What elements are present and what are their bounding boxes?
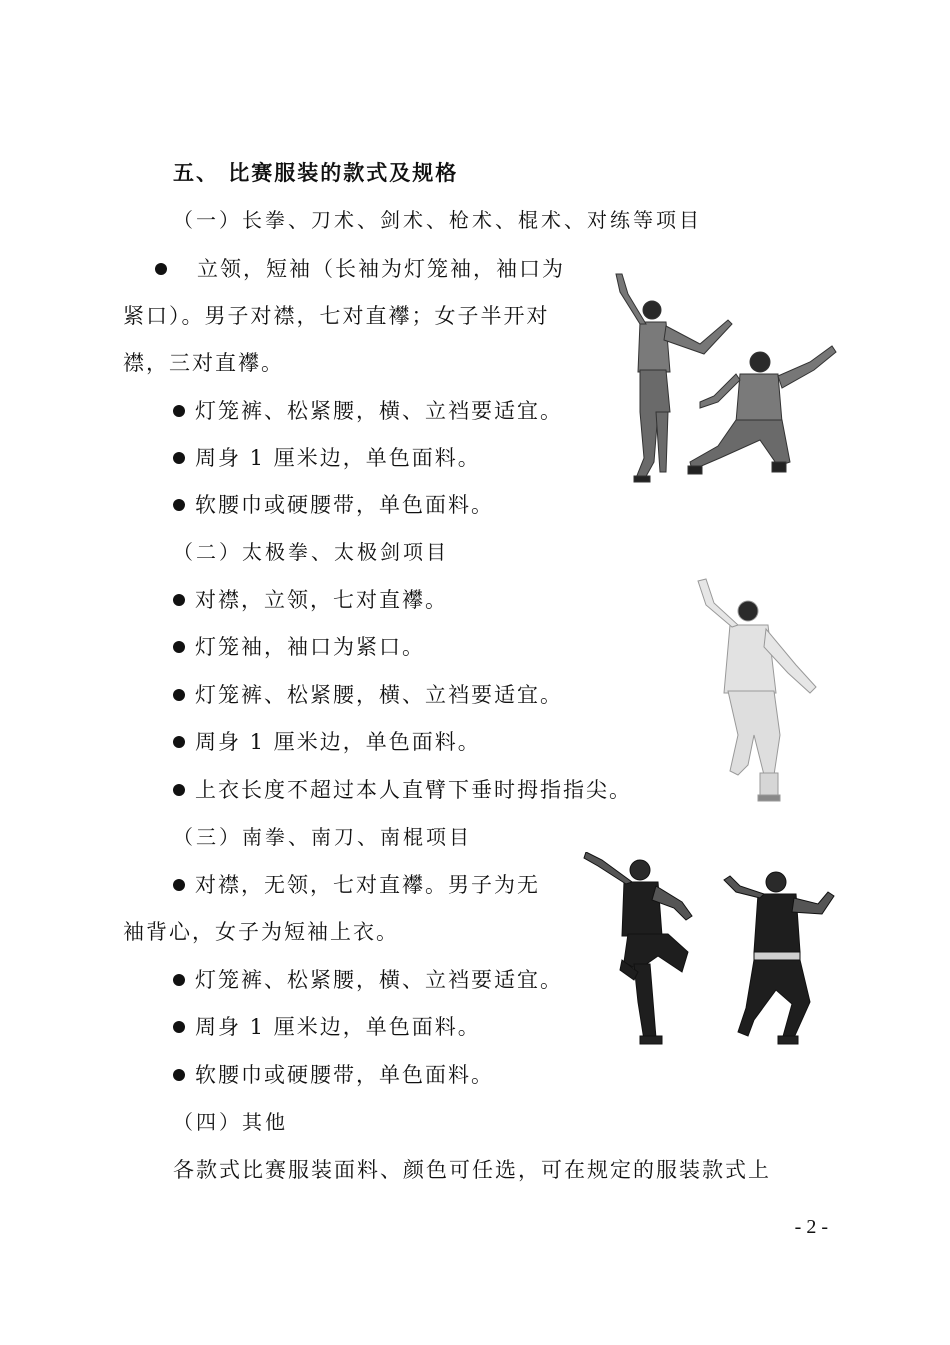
bullet-icon bbox=[173, 594, 185, 606]
part2-item5: 上衣长度不超过本人直臂下垂时拇指指尖。 bbox=[173, 776, 632, 804]
part3-item1: 对襟，无领，七对直襻。男子为无 bbox=[173, 871, 540, 899]
bullet-icon bbox=[173, 689, 185, 701]
section-title: 五、 比赛服装的款式及规格 bbox=[173, 161, 459, 185]
part3-item2: 灯笼裤、松紧腰，横、立裆要适宜。 bbox=[173, 966, 563, 994]
part2-title: （二）太极拳、太极剑项目 bbox=[173, 540, 449, 564]
part1-item1-line1: 立领，短袖（长袖为灯笼袖，袖口为 bbox=[197, 257, 565, 281]
part4-title: （四）其他 bbox=[173, 1110, 288, 1134]
part1-item2: 灯笼裤、松紧腰，横、立裆要适宜。 bbox=[173, 397, 563, 425]
part2-item3: 灯笼裤、松紧腰，横、立裆要适宜。 bbox=[173, 681, 563, 709]
part1-item4: 软腰巾或硬腰带，单色面料。 bbox=[173, 491, 494, 519]
part3-item3: 周身 1 厘米边，单色面料。 bbox=[173, 1013, 481, 1041]
bullet-icon bbox=[173, 1021, 185, 1033]
bullet-icon bbox=[173, 736, 185, 748]
bullet-icon bbox=[173, 452, 185, 464]
bullet-icon bbox=[155, 263, 167, 275]
part1-item1-line3: 襟，三对直襻。 bbox=[123, 351, 284, 375]
bullet-icon bbox=[173, 641, 185, 653]
part1-item1 bbox=[155, 255, 565, 283]
part3-title: （三）南拳、南刀、南棍项目 bbox=[173, 825, 472, 849]
bullet-icon bbox=[173, 405, 185, 417]
part3-item4: 软腰巾或硬腰带，单色面料。 bbox=[173, 1061, 494, 1089]
bullet-icon bbox=[173, 499, 185, 511]
part4-text: 各款式比赛服装面料、颜色可任选，可在规定的服装款式上 bbox=[173, 1158, 771, 1182]
nanquan-performers-image bbox=[578, 852, 840, 1048]
part1-title: （一）长拳、刀术、剑术、枪术、棍术、对练等项目 bbox=[173, 208, 702, 232]
part2-item1: 对襟，立领，七对直襻。 bbox=[173, 586, 448, 614]
part2-item2: 灯笼袖，袖口为紧口。 bbox=[173, 633, 425, 661]
changquan-performers-image bbox=[600, 262, 840, 502]
taiji-performer-image bbox=[684, 575, 824, 803]
bullet-icon bbox=[173, 1069, 185, 1081]
bullet-icon bbox=[173, 784, 185, 796]
part3-item1-line2: 袖背心，女子为短袖上衣。 bbox=[123, 920, 399, 944]
bullet-icon bbox=[173, 879, 185, 891]
bullet-icon bbox=[173, 974, 185, 986]
page-number: - 2 - bbox=[794, 1216, 828, 1238]
part2-item4: 周身 1 厘米边，单色面料。 bbox=[173, 728, 481, 756]
part1-item3: 周身 1 厘米边，单色面料。 bbox=[173, 444, 481, 472]
part1-item1-line2: 紧口）。男子对襟，七对直襻；女子半开对 bbox=[123, 304, 550, 328]
